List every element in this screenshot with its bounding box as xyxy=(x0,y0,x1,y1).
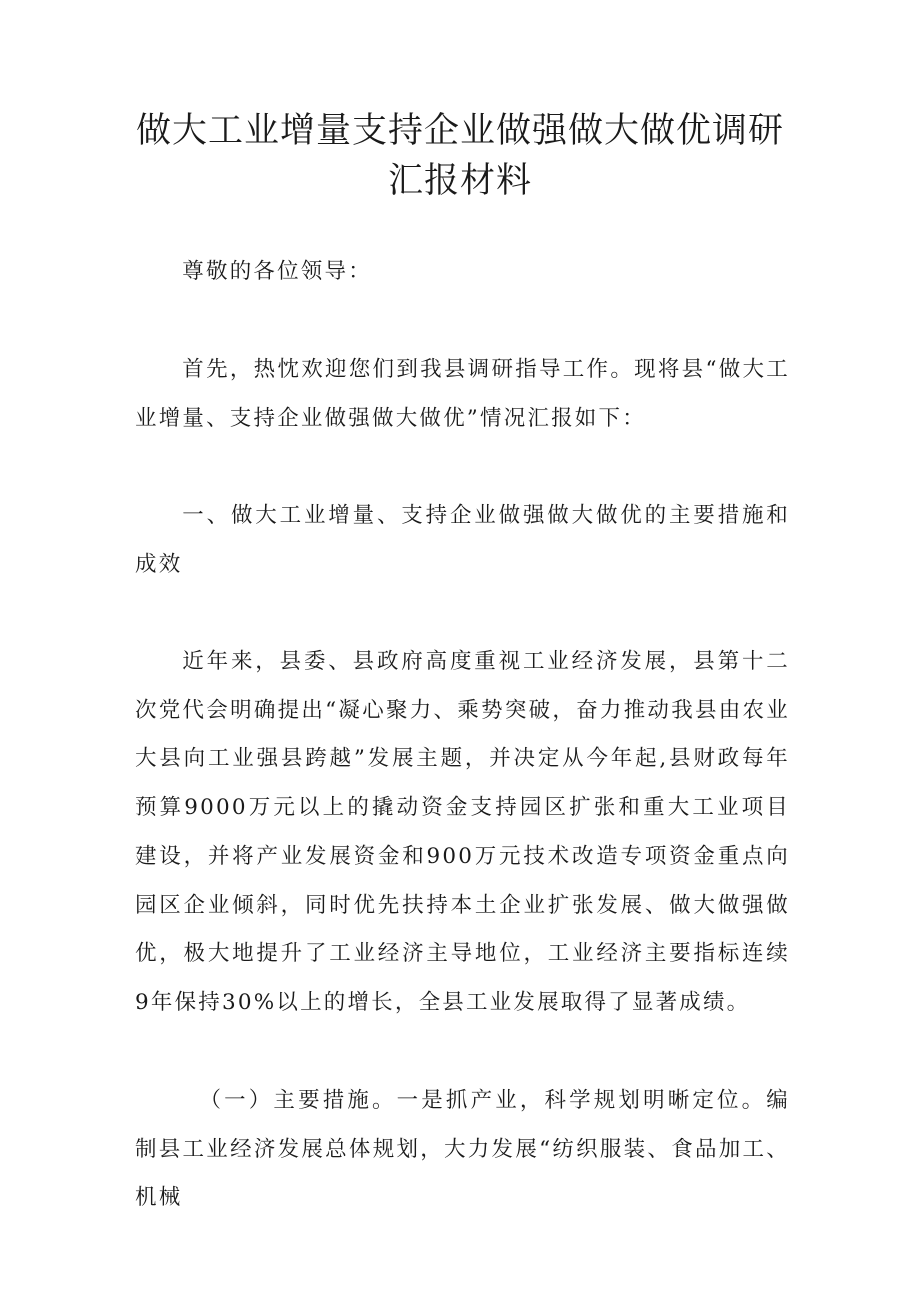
subsection-paragraph-1: （一）主要措施。一是抓产业，科学规划明晰定位。编制县工业经济发展总体规划，大力发展“纺织服装、食品加工、机械 xyxy=(135,1088,790,1211)
main-paragraph: 近年来，县委、县政府高度重视工业经济发展，县第十二次党代会明确提出“凝心聚力、乘势突破，奋力推动我县由农业大县向工业强县跨越”发展主题，并决定从今年起,县财政每年预算9000万元以上的撬动资金支持园区扩张和重大工业项目建设，并将产业发展资金和900万元技术改造专项资金重点向园区企业倾斜，同时优先扶持本土企业扩张发展、做大做强做优，极大地提升了工业经济主导地位，工业经济主要指标连续9年保持30%以上的增长，全县工业发展取得了显著成绩。 xyxy=(135,649,790,1015)
greeting-paragraph: 尊敬的各位领导： xyxy=(182,259,372,284)
document-title-line-1: 做大工业增量支持企业做强做大做优调研 xyxy=(135,111,784,151)
document-title-line-2: 汇报材料 xyxy=(387,161,532,201)
section-heading-1: 一、做大工业增量、支持企业做强做大做优的主要措施和成效 xyxy=(135,503,790,577)
intro-paragraph: 首先，热忱欢迎您们到我县调研指导工作。现将县“做大工业增量、支持企业做强做大做优”情况汇报如下： xyxy=(135,357,790,431)
